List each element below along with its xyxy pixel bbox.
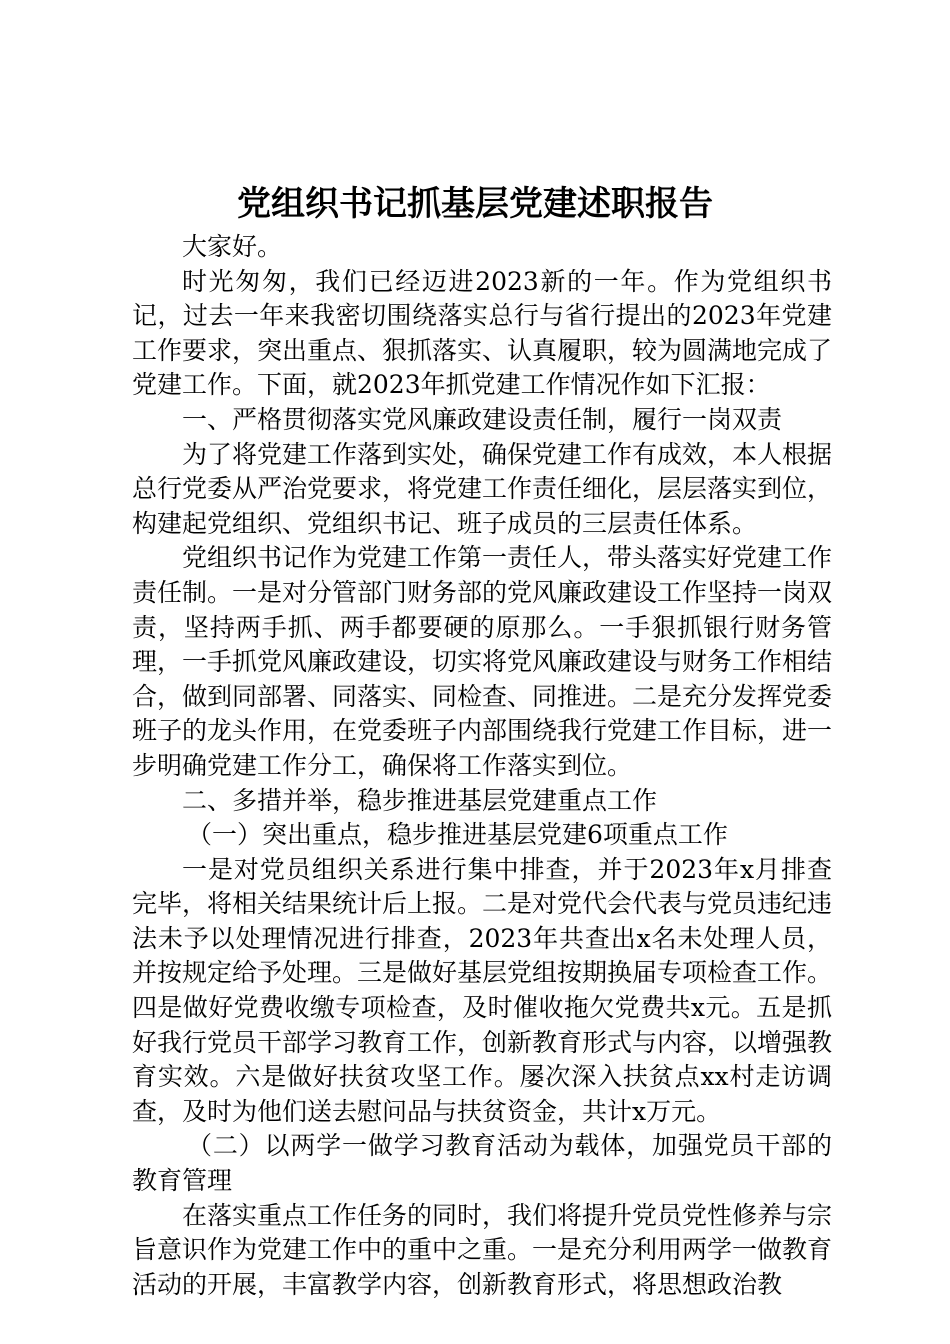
subsection-heading-2: （二）以两学一做学习教育活动为载体，加强党员干部的教育管理 [132,1131,832,1196]
paragraph: 党组织书记作为党建工作第一责任人，带头落实好党建工作责任制。一是对分管部门财务部的党风廉政建设工作坚持一岗双责，坚持两手抓、两手都要硬的原那么。一手狠抓银行财务管理，一手抓党风廉政建设，切实将党风廉政建设与财务工作相结合，做到同部署、同落实、同检查、同推进。二是充分发挥党委班子的龙头作用，在党委班子内部围绕我行党建工作目标，进一步明确党建工作分工，确保将工作落实到位。 [132,543,833,780]
section-heading-1: 一、严格贯彻落实党风廉政建设责任制，履行一岗双责 [182,404,783,434]
document-title: 党组织书记抓基层党建述职报告 [237,184,713,224]
paragraph: 一是对党员组织关系进行集中排查，并于2023年x月排查完毕，将相关结果统计后上报。二是对党代会代表与党员违纪违法未予以处理情况进行排查，2023年共查出x名未处理人员，并按规定给予处理。三是做好基层党组按期换届专项检查工作。四是做好党费收缴专项检查，及时催收拖欠党费共x元。五是抓好我行党员干部学习教育工作，创新教育形式与内容，以增强教育实效。六是做好扶贫攻坚工作。屡次深入扶贫点xx村走访调查，及时为他们送去慰问品与扶贫资金，共计x万元。 [132,854,833,1126]
paragraph: 在落实重点工作任务的同时，我们将提升党员党性修养与宗旨意识作为党建工作中的重中之重。一是充分利用两学一做教育活动的开展，丰富教学内容，创新教育形式，将思想政治教 [132,1200,833,1299]
section-heading-2: 二、多措并举，稳步推进基层党建重点工作 [182,785,658,815]
paragraph: 为了将党建工作落到实处，确保党建工作有成效，本人根据总行党委从严治党要求，将党建工作责任细化，层层落实到位，构建起党组织、党组织书记、班子成员的三层责任体系。 [132,439,833,538]
paragraph-greeting: 大家好。 [182,232,283,261]
document-body [132,230,832,1302]
paragraph-intro: 时光匆匆，我们已经迈进2023新的一年。作为党组织书记，过去一年来我密切围绕落实总行与省行提出的2023年党建工作要求，突出重点、狠抓落实、认真履职，较为圆满地完成了党建工作。下面，就2023年抓党建工作情况作如下汇报： [132,266,833,400]
subsection-heading-1: （一）突出重点，稳步推进基层党建6项重点工作 [187,820,728,850]
